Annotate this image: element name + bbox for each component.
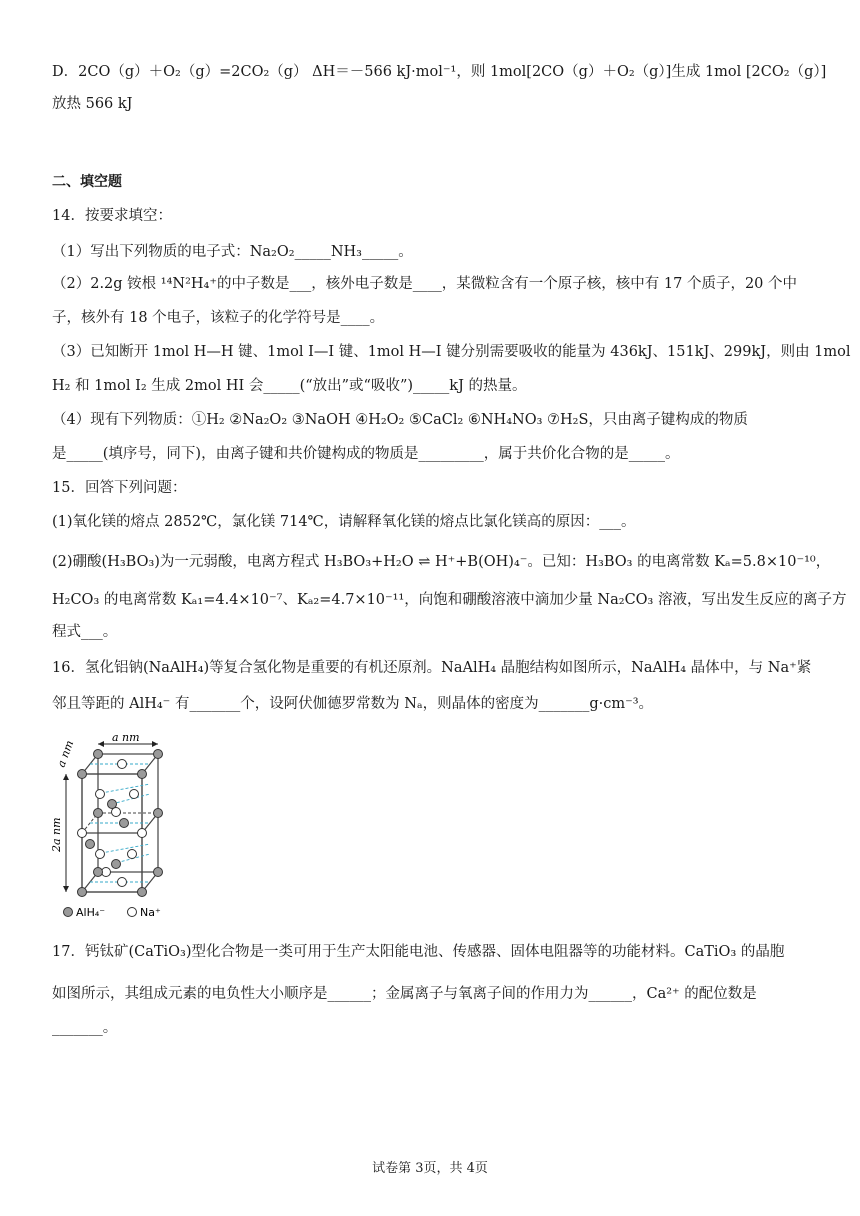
- q15-part2-line1: (2)硼酸(H₃BO₃)为一元弱酸，电离方程式 H₃BO₃+H₂O ⇌ H⁺+B(OH)₄⁻。已知：H₃BO₃ 的电离常数 Kₐ=5.8×10⁻¹⁰，: [52, 554, 831, 570]
- q14-part1: （1）写出下列物质的电子式：Na₂O₂_____NH₃_____。: [52, 244, 413, 260]
- arrow-icon: [152, 741, 158, 747]
- q14-part3-line2: H₂ 和 1mol I₂ 生成 2mol HI 会_____(“放出”或“吸收”)_____kJ 的热量。: [52, 378, 527, 394]
- q15-title: 15．回答下列问题：: [52, 480, 187, 496]
- arrow-icon: [63, 886, 69, 892]
- q17-line2: 如图所示，其组成元素的电负性大小顺序是______；金属离子与氧离子间的作用力为______，Ca²⁺ 的配位数是: [52, 986, 757, 1002]
- legend-alh4-label: AlH₄⁻: [76, 906, 106, 919]
- q14-part2-line2: 子，核外有 18 个电子，该粒子的化学符号是____。: [52, 310, 385, 326]
- q15-part1: (1)氧化镁的熔点 2852℃，氯化镁 714℃，请解释氧化镁的熔点比氯化镁高的原因：___。: [52, 514, 636, 530]
- option-d-line1: D．2CO（g）＋O₂（g）=2CO₂（g） ΔH＝－566 kJ·mol⁻¹，则 1mol[2CO（g）＋O₂（g）]生成 1mol [2CO₂（g）]: [52, 64, 827, 80]
- q16-line2: 邻且等距的 AlH₄⁻ 有_______个，设阿伏伽德罗常数为 Nₐ，则晶体的密度为_______g·cm⁻³。: [52, 696, 654, 712]
- height-dimension-label: 2a nm: [50, 817, 63, 852]
- section-heading: 二、填空题: [52, 174, 122, 190]
- q14-part3-line1: （3）已知断开 1mol H—H 键、1mol I—I 键、1mol H—I 键分别需要吸收的能量为 436kJ、151kJ、299kJ，则由 1mol: [52, 344, 851, 360]
- q17-line1: 17．钙钛矿(CaTiO₃)型化合物是一类可用于生产太阳能电池、传感器、固体电阻器等的功能材料。CaTiO₃ 的晶胞: [52, 944, 785, 960]
- depth-dimension-label: a nm: [54, 738, 77, 770]
- q15-part2-line2: H₂CO₃ 的电离常数 Kₐ₁=4.4×10⁻⁷、Kₐ₂=4.7×10⁻¹¹，向饱和硼酸溶液中滴加少量 Na₂CO₃ 溶液，写出发生反应的离子方: [52, 592, 847, 608]
- q14-title: 14．按要求填空：: [52, 208, 172, 224]
- crystal-cell-figure: [46, 732, 196, 922]
- legend-alh4-swatch: [64, 908, 73, 917]
- top-dimension-label: a nm: [112, 732, 140, 744]
- q15-part2-line3: 程式___。: [52, 624, 118, 640]
- q16-line1: 16．氢化铝钠(NaAlH₄)等复合氢化物是重要的有机还原剂。NaAlH₄ 晶胞结构如图所示，NaAlH₄ 晶体中，与 Na⁺紧: [52, 660, 812, 676]
- q14-part4-line2: 是_____(填序号，同下)，由离子键和共价键构成的物质是_________，属于共价化合物的是_____。: [52, 446, 680, 462]
- arrow-icon: [63, 774, 69, 780]
- option-d-line2: 放热 566 kJ: [52, 96, 133, 112]
- page-footer: 试卷第 3页，共 4页: [372, 1161, 488, 1176]
- arrow-icon: [98, 741, 104, 747]
- q17-line3: _______。: [52, 1020, 118, 1036]
- q14-part2-line1: （2）2.2g 铵根 ¹⁴N²H₄⁺的中子数是___，核外电子数是____，某微粒含有一个原子核，核中有 17 个质子，20 个中: [52, 276, 797, 292]
- legend-na-label: Na⁺: [140, 906, 161, 919]
- q14-part4-line1: （4）现有下列物质：①H₂ ②Na₂O₂ ③NaOH ④H₂O₂ ⑤CaCl₂ ⑥NH₄NO₃ ⑦H₂S，只由离子键构成的物质: [52, 412, 748, 428]
- legend-na-swatch: [128, 908, 137, 917]
